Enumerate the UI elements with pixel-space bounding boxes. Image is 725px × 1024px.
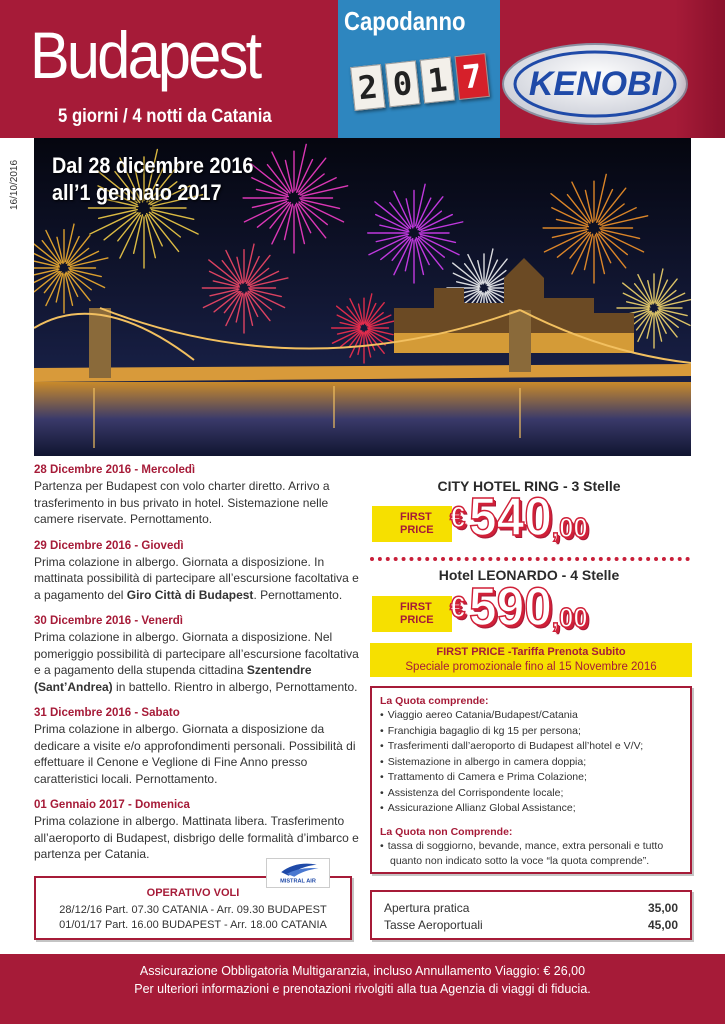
- fee-row: [384, 900, 678, 917]
- fees-box: [370, 890, 692, 940]
- list-item: • tassa di soggiorno, bevande, mance, extra personali e tutto quanto non indicato sotto la voce “la quota comprende”.: [380, 839, 682, 870]
- year-digit: 2: [350, 64, 385, 111]
- fee-amount: 45,00: [647, 918, 678, 932]
- year-digit-highlight: 7: [454, 53, 489, 100]
- fee-row: [384, 917, 678, 934]
- hotel-price: [450, 487, 588, 547]
- footer-banner: [0, 954, 725, 1024]
- day-title: 31 Dicembre 2016 - Sabato: [34, 707, 180, 719]
- hotel-name: Hotel LEONARDO - 4 Stelle: [438, 567, 620, 583]
- itinerary: [34, 462, 359, 873]
- price-integer: 540: [469, 487, 552, 547]
- airline-logo-icon: [266, 858, 330, 888]
- fee-label: Apertura pratica: [384, 901, 470, 915]
- day-text-part: . Pernottamento.: [253, 587, 343, 602]
- flight-row: 01/01/17 Part. 16.00 BUDAPEST - Arr. 18.00 CATANIA: [59, 919, 327, 931]
- hotel-name: CITY HOTEL RING - 3 Stelle: [437, 478, 621, 494]
- itinerary-day: [34, 538, 359, 604]
- list-item: • Viaggio aereo Catania/Budapest/Catania: [380, 708, 682, 724]
- price-integer: 590: [469, 577, 552, 637]
- footer-info: Per ulteriori informazioni e prenotazioni rivolgiti alla tua Agenzia di viaggi di fiducia.: [134, 982, 591, 996]
- logo-text: KENOBI: [528, 65, 662, 103]
- price-currency: €: [450, 501, 466, 534]
- list-item: • Assistenza del Corrispondente locale;: [380, 786, 682, 802]
- day-text-highlight: Giro Città di Budapest: [126, 587, 254, 602]
- day-text: Prima colazione in albergo. Giornata a disposizione da dedicare a visite e/o approfondimenti personali. Possibilità di effettuare il Cenone e Veglione di Fine Anno presso caratteristici locali. Pernottamento.: [34, 722, 356, 786]
- price-row: [372, 487, 690, 552]
- day-text: [34, 629, 359, 695]
- list-item: • Franchigia bagaglio di kg 15 per persona;: [380, 724, 682, 740]
- day-title: 01 Gennaio 2017 - Domenica: [34, 799, 190, 811]
- list-item: • Assicurazione Allianz Global Assistance;: [380, 801, 682, 817]
- price-decimal: ,00: [551, 512, 588, 543]
- day-text: [34, 554, 359, 604]
- first-price-badge: [372, 506, 452, 542]
- price-row: [372, 577, 690, 642]
- includes-box: [370, 686, 692, 874]
- excludes-title: La Quota non Comprende:: [380, 825, 513, 838]
- itinerary-day: [34, 462, 359, 528]
- capodanno-label: Capodanno: [344, 6, 466, 36]
- year-digit: 0: [385, 60, 420, 107]
- itinerary-day: [34, 613, 359, 695]
- price-currency: €: [450, 591, 466, 624]
- year-digits: [350, 53, 490, 111]
- kenobi-logo-icon: [500, 40, 690, 128]
- day-title: 30 Dicembre 2016 - Venerdì: [34, 615, 183, 627]
- list-item: • Sistemazione in albergo in camera doppia;: [380, 755, 682, 771]
- day-text-part: Prima colazione in albergo. Giornata a disposizione. In mattinata possibilità di partecipare all’escursione facoltativa e a pagamento del: [34, 554, 359, 602]
- excludes-list: [380, 839, 682, 870]
- flights-title: OPERATIVO VOLI: [146, 887, 240, 899]
- day-text-highlight: Szentendre (Sant’Andrea): [34, 663, 312, 694]
- day-text: Partenza per Budapest con volo charter diretto. Arrivo a trasferimento in bus privato in hotel. Sistemazione nelle camere riservate. Pernottamento.: [34, 479, 330, 526]
- fee-amount: 35,00: [647, 901, 678, 915]
- airline-logo-text: MISTRAL AIR: [280, 878, 316, 885]
- page-title: Budapest: [30, 18, 260, 92]
- day-title: 28 Dicembre 2016 - Mercoledì: [34, 464, 196, 476]
- promo-subtitle: Speciale promozionale fino al 15 Novembre 2016: [405, 661, 657, 673]
- badge-line: PRICE: [400, 524, 434, 536]
- capodanno-panel: [338, 0, 500, 138]
- travel-date-start: Dal 28 dicembre 2016: [52, 153, 254, 178]
- includes-title: La Quota comprende:: [380, 695, 489, 707]
- fee-label: Tasse Aeroportuali: [384, 918, 483, 932]
- promo-title: FIRST PRICE -Tariffa Prenota Subito: [436, 646, 626, 658]
- itinerary-day: [34, 797, 359, 863]
- hotel-price: [450, 577, 588, 637]
- flight-row: 28/12/16 Part. 07.30 CATANIA - Arr. 09.30 BUDAPEST: [59, 904, 327, 916]
- day-title: 29 Dicembre 2016 - Giovedì: [34, 539, 184, 552]
- badge-line: FIRST: [400, 511, 432, 523]
- dotted-divider: [370, 557, 690, 561]
- year-digit: 1: [420, 57, 455, 104]
- print-date: 16/10/2016: [9, 159, 20, 210]
- header-banner: [0, 0, 725, 138]
- promo-banner: [370, 643, 692, 677]
- travel-date-end: all’1 gennaio 2017: [52, 180, 222, 205]
- badge-line: PRICE: [400, 614, 434, 626]
- price-decimal: ,00: [551, 602, 588, 633]
- footer-insurance: Assicurazione Obbligatoria Multigaranzia, incluso Annullamento Viaggio: € 26,00: [139, 964, 586, 978]
- list-item: • Trattamento di Camera e Prima Colazione;: [380, 770, 682, 786]
- page-subtitle: 5 giorni / 4 notti da Catania: [58, 106, 272, 127]
- day-text-part: Prima colazione in albergo. Giornata a disposizione. Nel pomeriggio possibilità di partecipare all’escursione facoltativa e a pagamento della stupenda cittadina: [34, 630, 359, 677]
- list-item: • Trasferimenti dall’aeroporto di Budapest all’hotel e V/V;: [380, 739, 682, 755]
- travel-dates: [52, 152, 253, 206]
- hero-image: [34, 138, 691, 456]
- first-price-badge: [372, 596, 452, 632]
- day-text-part: in battello. Rientro in albergo, Pernottamento.: [112, 679, 358, 694]
- day-text: Prima colazione in albergo. Mattinata libera. Trasferimento all’aeroporto di Budapest, disbrigo delle formalità d’imbarco e partenza per Catania.: [34, 814, 359, 861]
- includes-list: [380, 708, 682, 817]
- badge-line: FIRST: [400, 601, 432, 613]
- header-shade: [675, 0, 725, 138]
- itinerary-day: [34, 705, 359, 787]
